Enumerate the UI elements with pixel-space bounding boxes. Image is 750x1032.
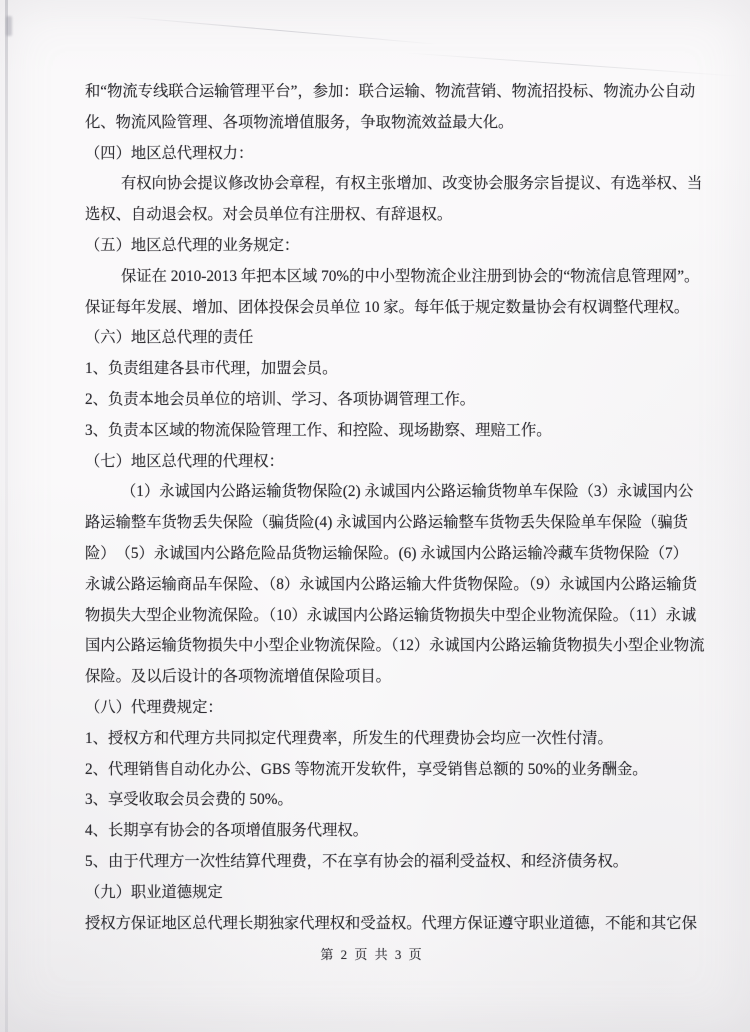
text-line: 5、由于代理方一次性结算代理费，不在享有协会的福利受益权、和经济债务权。 xyxy=(85,852,629,870)
text-line: 4、长期享有协会的各项增值服务代理权。 xyxy=(85,822,368,840)
text-line: 永诚公路运输商品车保险、（8）永诚国内公路运输大件货物保险。（9）永诚国内公路运输货 xyxy=(85,575,697,593)
text-line: （七）地区总代理的代理权： xyxy=(85,452,284,470)
document-body xyxy=(85,77,710,939)
scan-corner-mark xyxy=(6,16,12,36)
text-line: （1）永诚国内公路运输货物保险(2) 永诚国内公路运输货物单车保险（3）永诚国内公 xyxy=(121,483,694,501)
text-line: 险） （5）永诚国内公路危险品货物运输保险。(6) 永诚国内公路运输冷藏车货物保险（7） xyxy=(85,544,688,562)
text-line: 1、授权方和代理方共同拟定代理费率，所发生的代理费协会均应一次性付清。 xyxy=(85,729,613,747)
text-line: 1、负责组建各县市代理，加盟会员。 xyxy=(85,360,338,378)
text-line: 物损失大型企业物流保险。（10）永诚国内公路运输货物损失中型企业物流保险。（11）永诚 xyxy=(85,606,697,624)
text-line: 国内公路运输货物损失中小型企业物流保险。（12）永诚国内公路运输货物损失小型企业物流 xyxy=(85,637,705,655)
text-line: 2、负责本地会员单位的培训、学习、各项协调管理工作。 xyxy=(85,390,476,408)
text-line: （五）地区总代理的业务规定： xyxy=(85,236,300,254)
text-line: （九）职业道德规定 xyxy=(85,883,223,901)
text-line: 授权方保证地区总代理长期独家代理权和受益权。代理方保证遵守职业道德，不能和其它保 xyxy=(85,914,697,932)
text-line: （四）地区总代理权力： xyxy=(85,144,254,162)
text-line: 路运输整车货物丢失保险（骗货险(4) 永诚国内公路运输整车货物丢失保险单车保险（骗货 xyxy=(85,514,688,532)
text-line: 化、物流风险管理、各项物流增值服务，争取物流效益最大化。 xyxy=(85,113,514,131)
scan-edge-artifact xyxy=(5,0,8,1032)
text-line: 保证每年发展、增加、团体投保会员单位 10 家。每年低于规定数量协会有权调整代理权。 xyxy=(85,298,690,316)
text-line: （八）代理费规定： xyxy=(85,698,223,716)
text-line: 3、负责本区域的物流保险管理工作、和控险、现场勘察、理赔工作。 xyxy=(85,421,552,439)
text-line: 和“物流专线联合运输管理平台”，参加：联合运输、物流营销、物流招投标、物流办公自动 xyxy=(85,83,696,100)
scan-crease xyxy=(120,16,439,45)
text-line: 保证在 2010-2013 年把本区域 70%的中小型物流企业注册到协会的“物流信息管理网”。 xyxy=(121,267,700,285)
scan-crease xyxy=(400,52,739,77)
text-line: 保险。及以后设计的各项物流增值保险项目。 xyxy=(85,668,391,686)
page-number-footer: 第 2 页 共 3 页 xyxy=(320,947,424,962)
text-line: 2、代理销售自动化办公、GBS 等物流开发软件，享受销售总额的 50%的业务酬金。 xyxy=(85,760,648,778)
text-line: （六）地区总代理的责任 xyxy=(85,329,254,347)
text-line: 3、享受收取会员会费的 50%。 xyxy=(85,791,293,809)
text-line: 有权向协会提议修改协会章程，有权主张增加、改变协会服务宗旨提议、有选举权、当 xyxy=(121,175,703,193)
text-line: 选权、自动退会权。对会员单位有注册权、有辞退权。 xyxy=(85,206,453,224)
